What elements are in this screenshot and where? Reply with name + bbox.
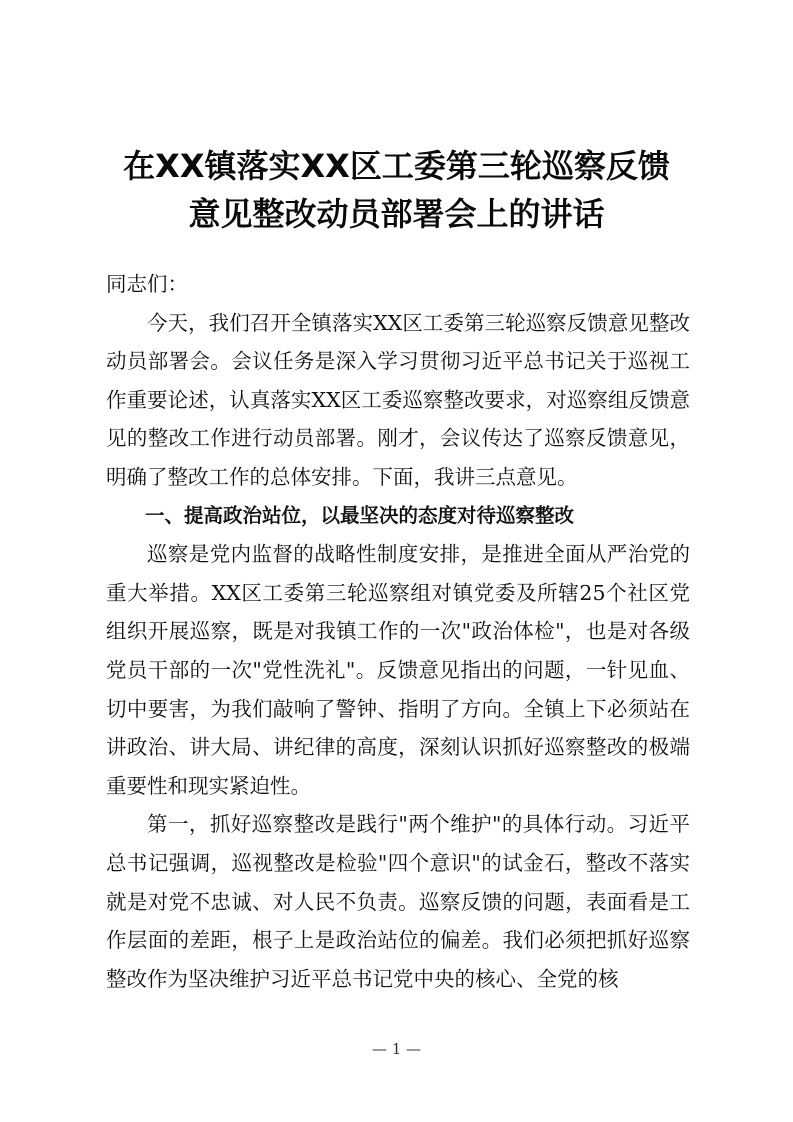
page-number: — 1 — <box>371 1040 422 1058</box>
paragraph-inspection-significance: 巡察是党内监督的战略性制度安排，是推进全面从严治党的重大举措。XX区工委第三轮巡察组对镇党委及所辖25个社区党组织开展巡察，既是对我镇工作的一次"政治体检"，也是对各级党员干部的一次"党性洗礼"。反馈意见指出的问题，一针见血、切中要害，为我们敲响了警钟、指明了方向。全镇上下必须站在讲政治、讲大局、讲纪律的高度，深刻认识抓好巡察整改的极端重要性和现实紧迫性。 <box>106 542 690 798</box>
paragraph-opening: 今天，我们召开全镇落实XX区工委第三轮巡察反馈意见整改动员部署会。会议任务是深入学习贯彻习近平总书记关于巡视工作重要论述，认真落实XX区工委巡察整改要求，对巡察组反馈意见的整改工作进行动员部署。刚才，会议传达了巡察反馈意见，明确了整改工作的总体安排。下面，我讲三点意见。 <box>106 310 690 489</box>
paragraph-first-point: 第一，抓好巡察整改是践行"两个维护"的具体行动。习近平总书记强调，巡视整改是检验"四个意识"的试金石，整改不落实就是对党不忠诚、对人民不负责。巡察反馈的问题，表面看是工作层面的差距，根子上是政治站位的偏差。我们必须把抓好巡察整改作为坚决维护习近平总书记党中央的核心、全党的核 <box>106 812 690 991</box>
salutation: 同志们： <box>106 272 188 296</box>
section-heading-1: 一、提高政治站位，以最坚决的态度对待巡察整改 <box>145 503 575 527</box>
title-line-2: 意见整改动员部署会上的讲话 <box>188 195 605 233</box>
title-line-1: 在XX镇落实XX区工委第三轮巡察反馈 <box>123 147 670 185</box>
document-title <box>60 142 733 238</box>
document-body <box>106 265 690 998</box>
